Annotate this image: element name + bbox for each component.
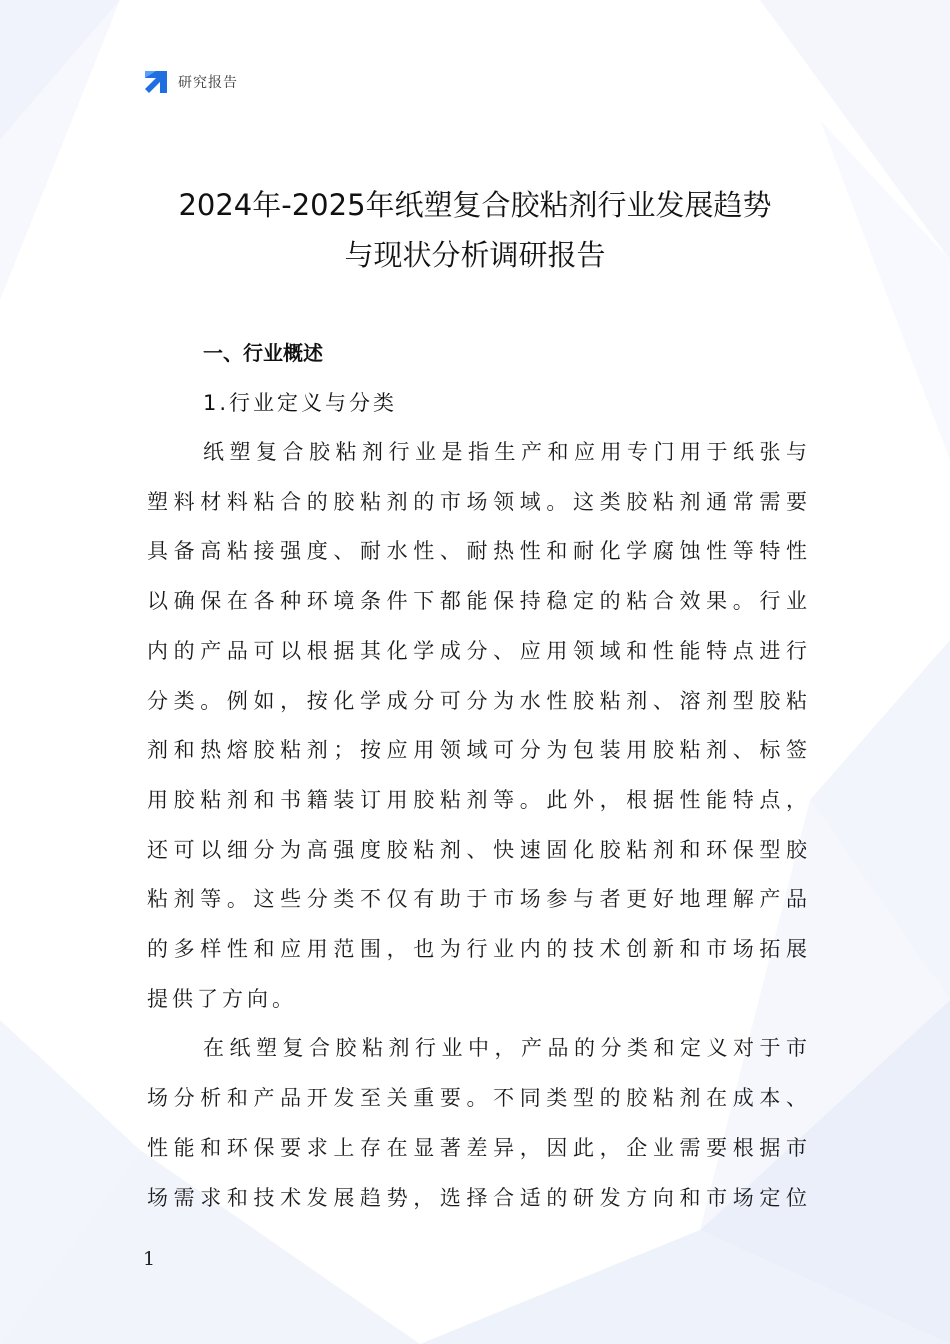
paragraph-line: 场需求和技术发展趋势，选择合适的研发方向和市场定位 [147,1185,807,1210]
header-label: 研究报告 [178,75,238,91]
document-body [147,328,807,1223]
report-header [143,68,238,96]
title-line-1: 2024年-2025年纸塑复合胶粘剂行业发展趋势 [178,188,772,222]
paragraph-line: 剂和热熔胶粘剂；按应用领域可分为包装用胶粘剂、标签 [147,738,807,763]
page-number: 1 [143,1248,156,1270]
sub-heading: 1.行业定义与分类 [203,391,398,415]
section-heading: 一、行业概述 [203,341,323,365]
paragraph-line: 还可以细分为高强度胶粘剂、快速固化胶粘剂和环保型胶 [147,837,807,862]
paragraph-line: 性能和环保要求上存在显著差异，因此，企业需要根据市 [147,1135,807,1160]
paragraph-line: 以确保在各种环境条件下都能保持稳定的粘合效果。行业 [147,589,807,614]
title-line-2: 与现状分析调研报告 [344,238,606,272]
arrow-up-right-icon [143,69,169,95]
paragraph-1 [147,428,807,1024]
paragraph-2 [147,1024,807,1223]
paragraph-line: 用胶粘剂和书籍装订用胶粘剂等。此外，根据性能特点， [147,787,807,812]
paragraph-line: 分类。例如，按化学成分可分为水性胶粘剂、溶剂型胶粘 [147,688,807,713]
paragraph-line: 塑料材料粘合的胶粘剂的市场领域。这类胶粘剂通常需要 [147,489,807,514]
paragraph-line: 粘剂等。这些分类不仅有助于市场参与者更好地理解产品 [147,887,807,912]
paragraph-line: 的多样性和应用范围，也为行业内的技术创新和市场拓展 [147,937,807,962]
paragraph-line: 纸塑复合胶粘剂行业是指生产和应用专门用于纸张与 [203,440,807,464]
document-title [120,180,830,280]
paragraph-line: 具备高粘接强度、耐水性、耐热性和耐化学腐蚀性等特性 [147,539,807,564]
paragraph-line: 提供了方向。 [147,986,297,1011]
paragraph-line: 内的产品可以根据其化学成分、应用领域和性能特点进行 [147,638,807,663]
paragraph-line: 在纸塑复合胶粘剂行业中，产品的分类和定义对于市 [203,1036,807,1061]
paragraph-line: 场分析和产品开发至关重要。不同类型的胶粘剂在成本、 [147,1086,807,1111]
